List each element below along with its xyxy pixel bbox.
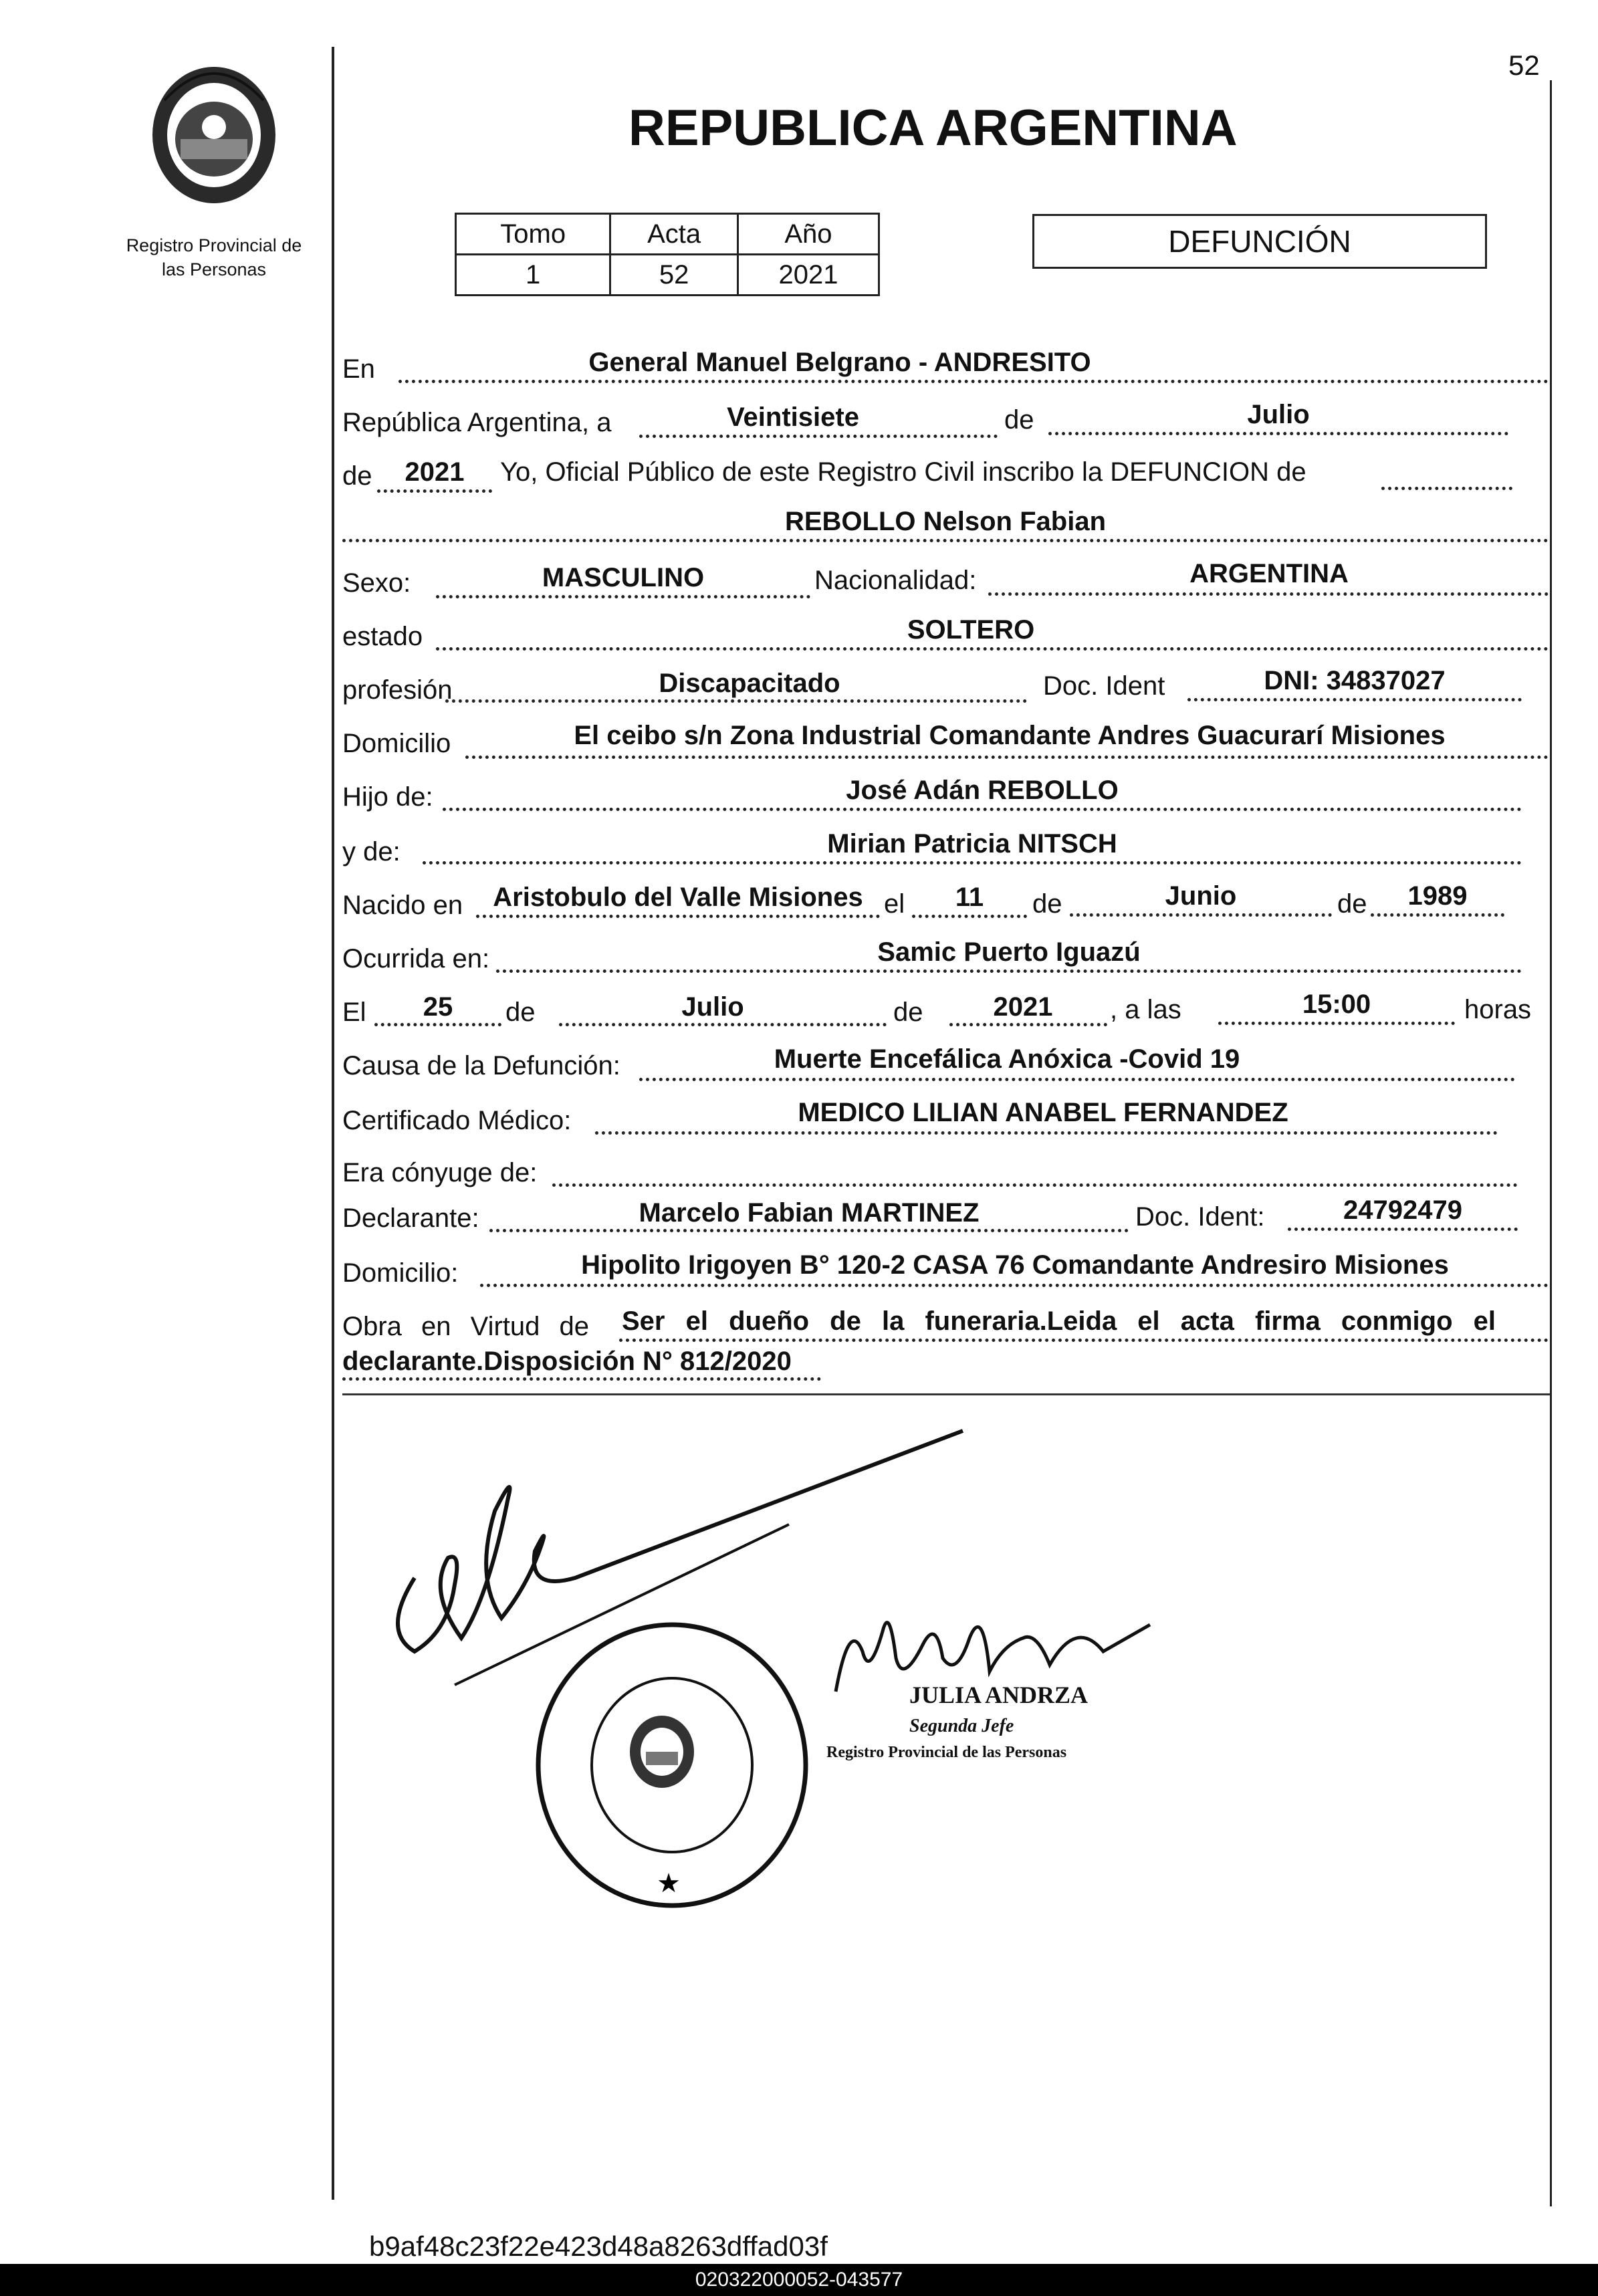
footer-bar xyxy=(0,2264,1598,2296)
declarante-line xyxy=(489,1229,1129,1232)
sexo-value: MASCULINO xyxy=(542,563,705,592)
estado-value: SOLTERO xyxy=(907,615,1035,645)
official-office: Registro Provincial de las Personas xyxy=(826,1744,1067,1761)
hijo-value: José Adán REBOLLO xyxy=(846,776,1119,805)
obra-label: Obra en Virtud de xyxy=(342,1312,590,1341)
nac-mes-value: Junio xyxy=(1165,881,1237,911)
nacionalidad-label: Nacionalidad: xyxy=(814,566,977,595)
right-margin-line xyxy=(1550,80,1552,2206)
left-margin-line xyxy=(332,47,334,2200)
ocurrida-line xyxy=(496,969,1522,973)
nacido-value: Aristobulo del Valle Misiones xyxy=(493,883,863,912)
nac-anio-value: 1989 xyxy=(1407,881,1468,911)
inscribo-line xyxy=(1381,487,1512,490)
hora-line xyxy=(1218,1022,1455,1025)
causa-value: Muerte Encefálica Anóxica -Covid 19 xyxy=(774,1044,1240,1074)
dec-doc-line xyxy=(1288,1228,1518,1231)
province-logo xyxy=(140,60,288,214)
inscribo-text: Yo, Oficial Público de este Registro Civil inscribo la DEFUNCION de xyxy=(500,457,1306,487)
year-value: 2021 xyxy=(405,457,465,487)
year-prefix: de xyxy=(342,461,372,491)
fecha-el-label: El xyxy=(342,998,366,1027)
dec-dom-value: Hipolito Irigoyen B° 120-2 CASA 76 Comandante Andresiro Misiones xyxy=(581,1250,1449,1280)
sexo-line xyxy=(436,595,810,598)
value-tomo: 1 xyxy=(456,255,610,296)
causa-line xyxy=(639,1078,1515,1081)
mes-value: Julio xyxy=(1247,400,1310,429)
page-title: REPUBLICA ARGENTINA xyxy=(629,100,1238,156)
footer-code: 020322000052-043577 xyxy=(695,2269,903,2291)
nac-dia-value: 11 xyxy=(955,883,984,912)
de-label: de xyxy=(1004,405,1034,435)
sexo-label: Sexo: xyxy=(342,568,411,598)
page-number: 52 xyxy=(1508,49,1540,81)
yde-value: Mirian Patricia NITSCH xyxy=(827,829,1117,858)
doc-type-box xyxy=(1032,214,1487,269)
obra-line-2 xyxy=(342,1377,821,1381)
fecha-anio-value: 2021 xyxy=(993,992,1053,1022)
profesion-label: profesión xyxy=(342,675,453,705)
fecha-mes-value: Julio xyxy=(681,992,744,1022)
fecha-dia-line xyxy=(374,1023,501,1026)
org-name-line1: Registro Provincial de xyxy=(126,235,302,255)
nacido-line xyxy=(476,915,880,918)
doc-ident-line xyxy=(1187,698,1522,701)
delegation-stamp xyxy=(528,1618,816,1912)
certificado-line xyxy=(595,1131,1498,1135)
declarante-value: Marcelo Fabian MARTINEZ xyxy=(639,1198,980,1228)
horas-label: horas xyxy=(1464,995,1532,1024)
fecha-dia-value: 25 xyxy=(423,992,453,1022)
official-name: JULIA ANDRZA xyxy=(909,1682,1089,1708)
yde-label: y de: xyxy=(342,837,401,867)
dec-dom-line xyxy=(480,1284,1549,1287)
obra-value-2: declarante.Disposición N° 812/2020 xyxy=(342,1347,792,1376)
declarante-label: Declarante: xyxy=(342,1203,479,1233)
fecha-anio-line xyxy=(949,1023,1107,1026)
en-value: General Manuel Belgrano - ANDRESITO xyxy=(588,348,1091,377)
certificado-label: Certificado Médico: xyxy=(342,1106,572,1135)
hijo-label: Hijo de: xyxy=(342,782,433,812)
dia-value: Veintisiete xyxy=(727,403,859,432)
document-hash: b9af48c23f22e423d48a8263dffad03f xyxy=(369,2230,828,2262)
official-title: Segunda Jefe xyxy=(909,1716,1014,1736)
closing-rule xyxy=(342,1393,1550,1395)
doc-ident-label: Doc. Ident xyxy=(1043,671,1165,701)
hora-value: 15:00 xyxy=(1302,990,1371,1019)
republica-label: República Argentina, a xyxy=(342,408,612,437)
conyuge-line xyxy=(552,1183,1518,1187)
profesion-value: Discapacitado xyxy=(659,669,840,698)
dec-doc-label: Doc. Ident: xyxy=(1135,1202,1265,1232)
value-anio: 2021 xyxy=(737,255,879,296)
certificado-value: MEDICO LILIAN ANABEL FERNANDEZ xyxy=(798,1098,1288,1127)
doc-ident-value: DNI: 34837027 xyxy=(1264,666,1446,695)
fecha-de1-label: de xyxy=(505,998,536,1027)
nacido-el-label: el xyxy=(884,889,905,919)
estado-label: estado xyxy=(342,622,423,651)
registry-table xyxy=(455,213,880,296)
header-acta: Acta xyxy=(610,214,738,255)
yde-line xyxy=(423,861,1522,865)
nac-de2-label: de xyxy=(1337,889,1367,919)
obra-line-1 xyxy=(619,1339,1549,1342)
org-name-line2: las Personas xyxy=(161,259,267,279)
dia-line xyxy=(639,435,998,438)
hijo-line xyxy=(443,808,1522,811)
doc-type: DEFUNCIÓN xyxy=(1168,224,1351,259)
nac-de1-label: de xyxy=(1032,889,1062,919)
estado-line xyxy=(436,647,1549,651)
header-anio: Año xyxy=(737,214,879,255)
conyuge-label: Era cónyuge de: xyxy=(342,1158,538,1187)
en-line xyxy=(398,380,1549,383)
dec-doc-value: 24792479 xyxy=(1343,1195,1462,1225)
profesion-line xyxy=(445,699,1027,703)
nac-mes-line xyxy=(1070,913,1332,917)
dec-dom-label: Domicilio: xyxy=(342,1258,459,1288)
ocurrida-value: Samic Puerto Iguazú xyxy=(877,937,1141,967)
nombre-line xyxy=(342,539,1549,542)
obra-value-1: Ser el dueño de la funeraria.Leida el acta firma conmigo el xyxy=(622,1306,1496,1336)
fecha-de2-label: de xyxy=(893,998,923,1027)
alas-label: , a las xyxy=(1110,995,1181,1024)
header-tomo: Tomo xyxy=(456,214,610,255)
causa-label: Causa de la Defunción: xyxy=(342,1051,620,1080)
nacido-label: Nacido en xyxy=(342,891,463,920)
domicilio-value: El ceibo s/n Zona Industrial Comandante Andres Guacurarí Misiones xyxy=(574,721,1446,750)
mes-line xyxy=(1048,432,1508,435)
year-line xyxy=(377,489,492,493)
svg-text:★: ★ xyxy=(657,1868,681,1899)
en-label: En xyxy=(342,354,375,384)
domicilio-label: Domicilio xyxy=(342,729,451,758)
nac-anio-line xyxy=(1371,913,1504,917)
nacionalidad-line xyxy=(988,592,1549,596)
domicilio-line xyxy=(465,756,1549,759)
value-acta: 52 xyxy=(610,255,738,296)
nacionalidad-value: ARGENTINA xyxy=(1189,559,1349,588)
nac-dia-line xyxy=(912,915,1027,918)
deceased-name: REBOLLO Nelson Fabian xyxy=(784,507,1107,536)
fecha-mes-line xyxy=(559,1023,887,1026)
ocurrida-label: Ocurrida en: xyxy=(342,944,490,973)
